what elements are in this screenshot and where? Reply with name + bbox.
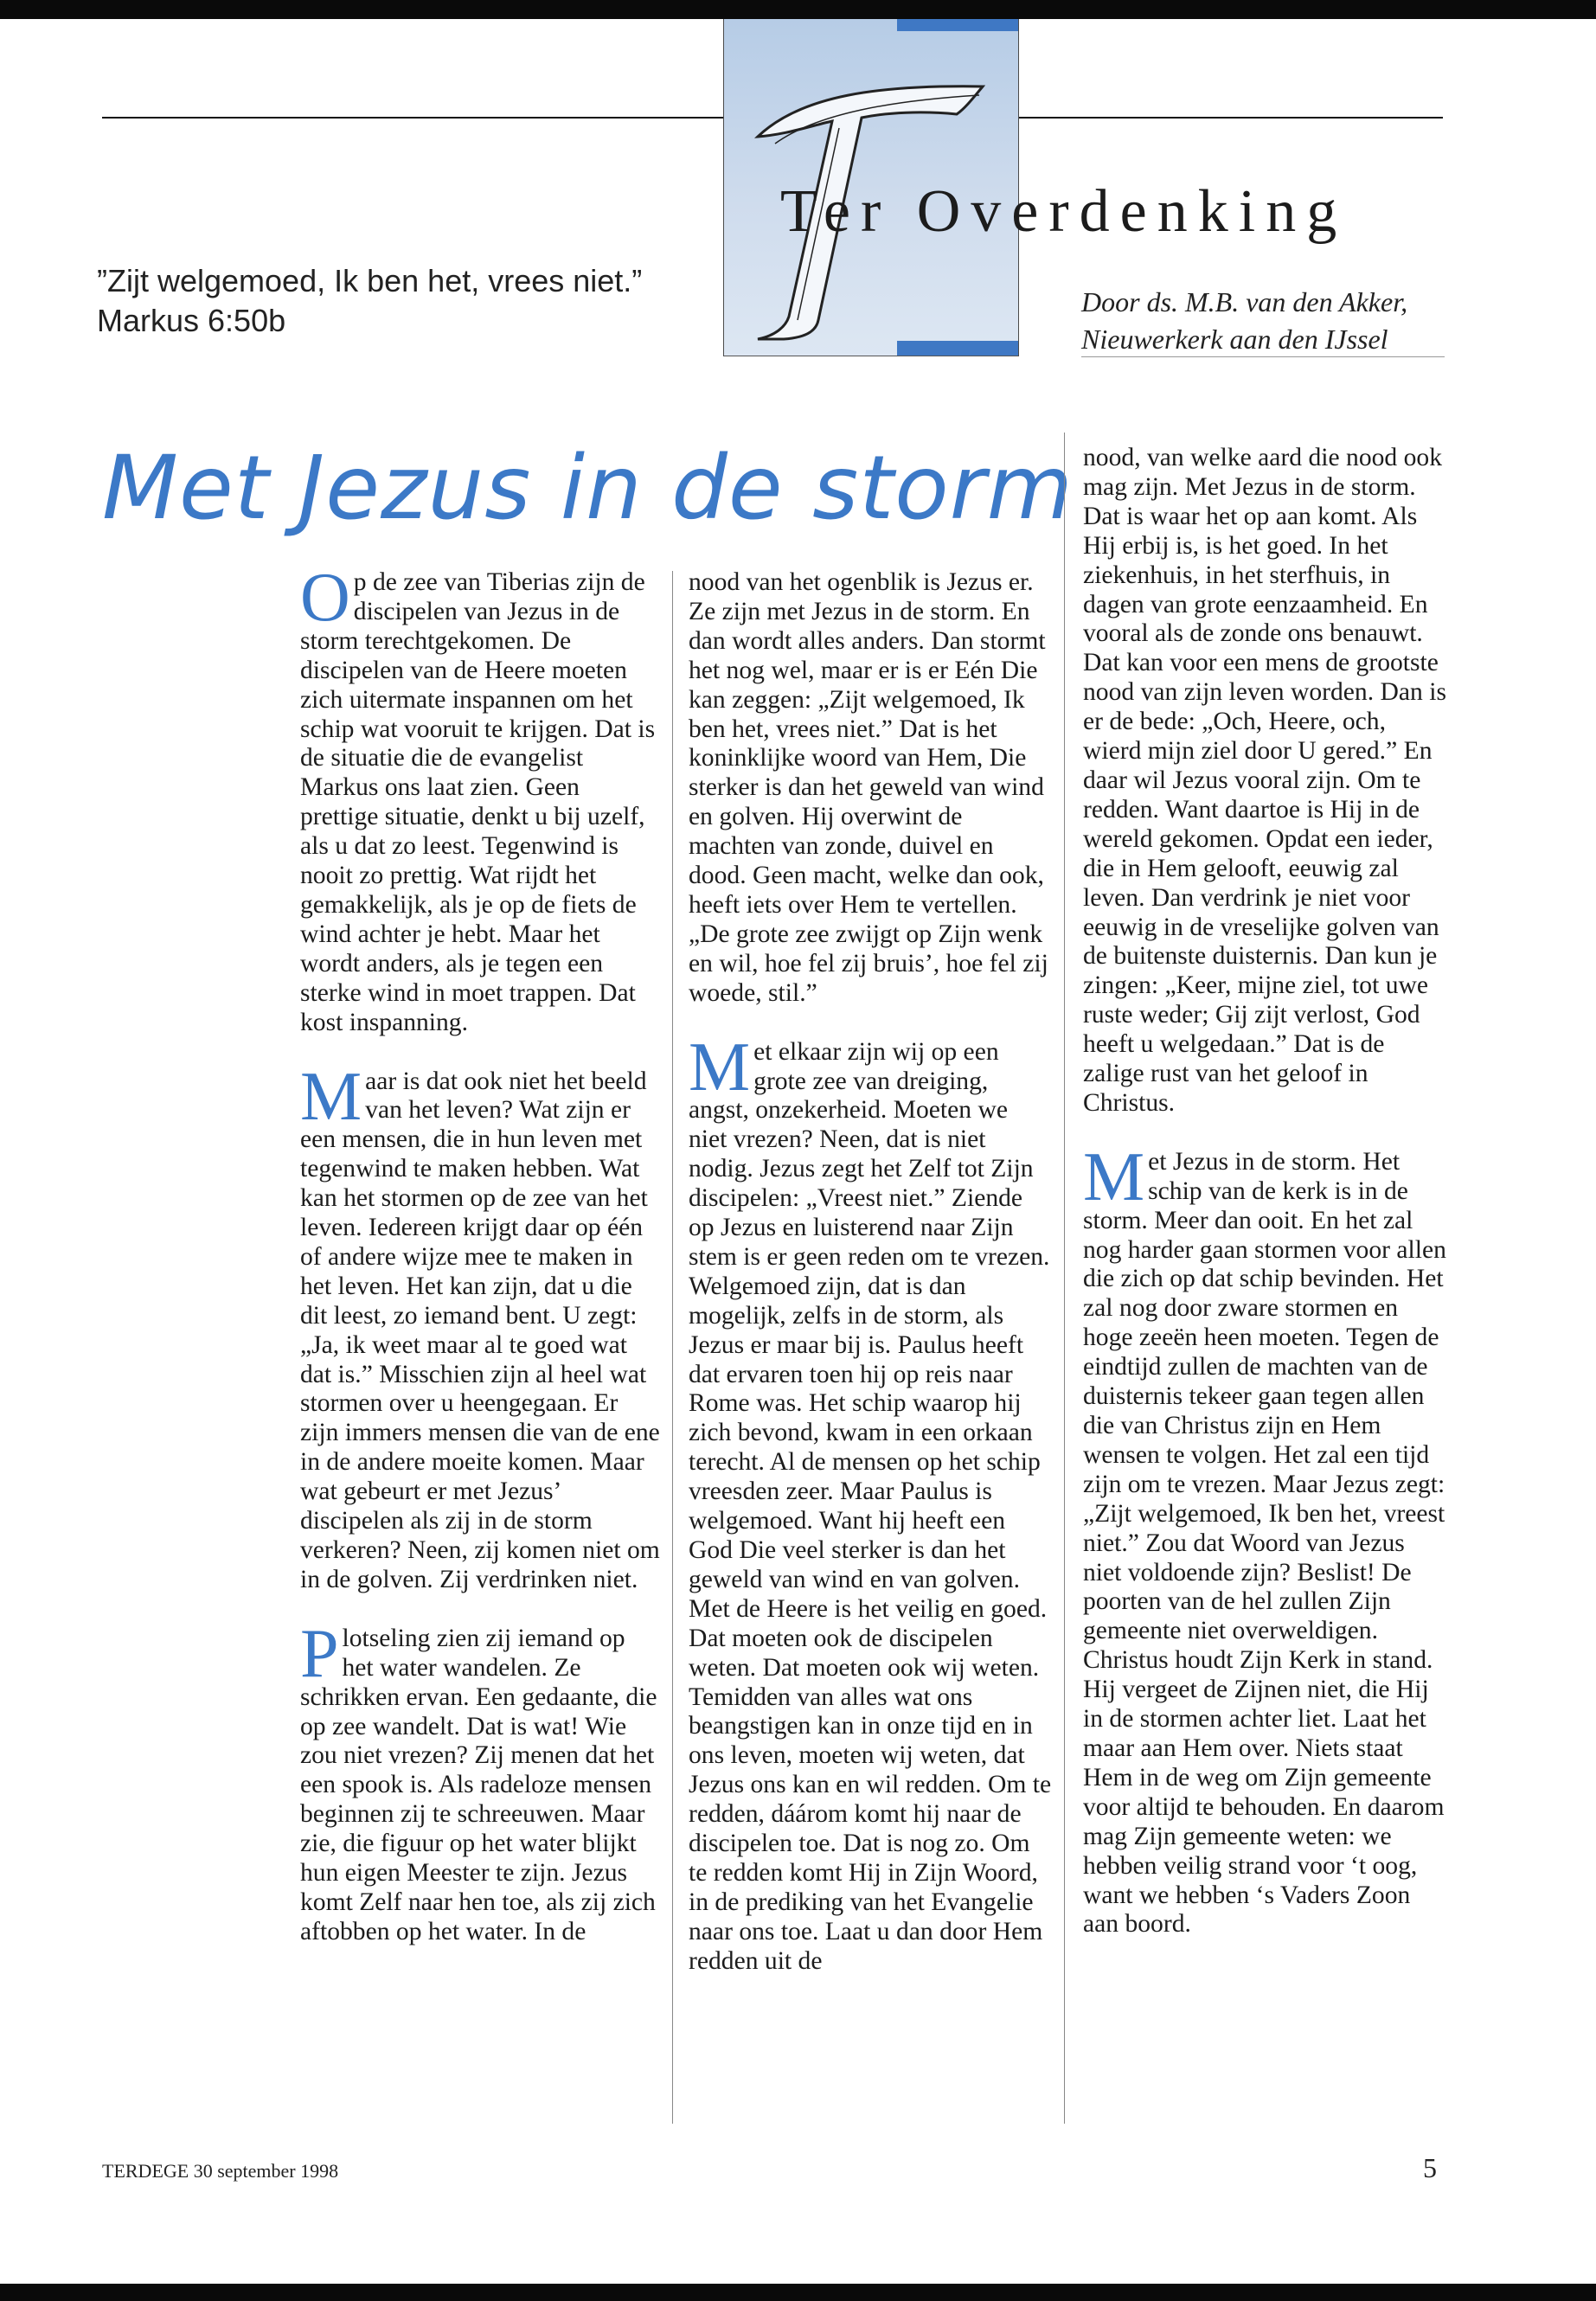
- article-column-2: [689, 568, 1052, 1977]
- header-rule-right: [1019, 117, 1443, 119]
- footer-issue: TERDEGE 30 september 1998: [102, 2160, 339, 2182]
- paragraph-text: nood van het ogenblik is Jezus er. Ze zijn met Jezus in de storm. En dan wordt alles anders. Dan stormt het nog wel, maar er is er Eén Die kan zeggen: „Zijt welgemoed, Ik ben het, vrees niet.” Dat is het koninklijke woord van Hem, Die sterker is dan het geweld van wind en golven. Hij overwint de machten van zonde, duivel en dood. Geen macht, welke dan ook, heeft iets over Hem te vertellen. „De grote zee zwijgt op Zijn wenk en wil, hoe fel zij bruis’, hoe fel zij woede, stil.”: [689, 568, 1048, 1007]
- drop-cap: M: [689, 1029, 751, 1106]
- header-rule-left: [102, 117, 725, 119]
- paragraph: [689, 568, 1052, 1009]
- paragraph-text: p de zee van Tiberias zijn de discipelen van Jezus in de storm terechtgekomen. De discipelen van de Heere moeten zich uitermate inspannen om het schip wat vooruit te krijgen. Dat is de situatie die de evangelist Markus ons laat zien. Geen prettige situatie, denkt u bij uzelf, als u dat zo leest. Tegenwind is nooit zo prettig. Wat rijdt het gemakkelijk, als je op de fiets de wind achter je hebt. Maar het wordt anders, als je tegen een sterke wind in moet trappen. Dat kost inspanning.: [300, 568, 656, 1036]
- author-name: Door ds. M.B. van den Akker,: [1081, 286, 1408, 317]
- author-place: Nieuwerkerk aan den IJssel: [1081, 324, 1388, 355]
- top-border-bar: [0, 0, 1596, 19]
- paragraph-text: lotseling zien zij iemand op het water wandelen. Ze schrikken ervan. Een gedaante, die op zee wandelt. Dat is wat! Wie zou niet vrezen? Zij menen dat het een spook is. Als radeloze mensen beginnen zij te schreeuwen. Maar zie, die figuur op het water blijkt hun eigen Meester te zijn. Jezus komt Zelf naar hen toe, als zij zich aftobben op het water. In de: [300, 1624, 657, 1945]
- author-rule: [1081, 356, 1445, 357]
- column-divider-2: [1064, 433, 1065, 2124]
- logo-accent-top: [897, 19, 1018, 31]
- page-number: 5: [1423, 2152, 1437, 2183]
- paragraph: [300, 1058, 662, 1595]
- author-byline: [1081, 284, 1407, 358]
- paragraph: [1083, 444, 1446, 1118]
- article-headline: Met Jezus in de storm: [102, 437, 1074, 540]
- article-column-1: [300, 560, 662, 1947]
- bible-quote: [97, 261, 642, 341]
- paragraph: [300, 1615, 662, 1947]
- paragraph: [689, 1029, 1052, 1977]
- paragraph-text: nood, van welke aard die nood ook mag zijn. Met Jezus in de storm. Dat is waar het op aan komt. Als Hij erbij is, is het goed. In het ziekenhuis, in het sterfhuis, in dagen van grote eenzaamheid. En vooral als de zonde ons benauwt. Dat kan voor een mens de grootste nood van zijn leven worden. Dan is er de bede: „Och, Heere, och, wierd mijn ziel door U gered.” En daar wil Jezus vooral zijn. Om te redden. Want daartoe is Hij in de wereld gekomen. Opdat een ieder, die in Hem gelooft, eeuwig zal leven. Dan verdrink je niet voor eeuwig in de vreselijke golven van de buitenste duisternis. Dan kun je zingen: „Keer, mijne ziel, tot uwe ruste weder; Gij zijt verlost, God heeft u welgedaan.” Dat is de zalige rust van het geloof in Christus.: [1083, 444, 1446, 1117]
- article-column-3: [1083, 444, 1446, 1939]
- drop-cap: P: [300, 1615, 339, 1692]
- drop-cap: M: [300, 1058, 362, 1135]
- drop-cap: O: [300, 560, 350, 636]
- quote-text: ”Zijt welgemoed, Ik ben het, vrees niet.”: [97, 263, 643, 298]
- paragraph: [1083, 1138, 1446, 1939]
- paragraph-text: et Jezus in de storm. Het schip van de kerk is in de storm. Meer dan ooit. En het zal nog harder gaan stormen voor allen die zich op dat schip bevinden. Het zal nog door zware stormen en hoge zeeën heen moeten. Tegen de eindtijd zullen de machten van de duisternis tekeer gaan tegen allen die van Christus zijn en Hem wensen te volgen. Het zal een tijd zijn om te vrezen. Maar Jezus zegt: „Zijt welgemoed, Ik ben het, vreest niet.” Zou dat Woord van Jezus niet voldoende zijn? Beslist! De poorten van de hel zullen Zijn gemeente niet overweldigen. Christus houdt Zijn Kerk in stand. Hij vergeet de Zijnen niet, die Hij in de stormen achter liet. Laat het maar aan Hem over. Niets staat Hem in de weg om Zijn gemeente voor altijd te behouden. En daarom mag Zijn gemeente weten: we hebben veilig strand voor ‘t oog, want we hebben ‘s Vaders Zoon aan boord.: [1083, 1147, 1446, 1939]
- section-title: Ter Overdenking: [780, 178, 1348, 245]
- paragraph-text: aar is dat ook niet het beeld van het leven? Wat zijn er een mensen, die in hun leven met tegenwind te maken hebben. Wat kan het stormen op de zee van het leven. Iedereen krijgt daar op één of andere wijze mee te maken in het leven. Het kan zijn, dat u die dit leest, zo iemand bent. U zegt: „Ja, ik weet maar al te goed wat dat is.” Misschien zijn al heel wat stormen over u heengegaan. Er zijn immers mensen die van de ene in de andere moeite komen. Maar wat gebeurt er met Jezus’ discipelen als zij in de storm verkeren? Neen, zij komen niet om in de golven. Zij verdrinken niet.: [300, 1067, 660, 1593]
- quote-reference: Markus 6:50b: [97, 303, 286, 338]
- paragraph: [300, 560, 662, 1038]
- column-divider-1: [672, 571, 673, 2124]
- bottom-border-bar: [0, 2284, 1596, 2301]
- drop-cap: M: [1083, 1138, 1145, 1215]
- paragraph-text: et elkaar zijn wij op een grote zee van dreiging, angst, onzekerheid. Moeten we niet vrezen? Neen, dat is niet nodig. Jezus zegt het Zelf tot Zijn discipelen: „Vreest niet.” Ziende op Jezus en luisterend naar Zijn stem is er geen reden om te vrezen. Welgemoed zijn, dat is dan mogelijk, zelfs in de storm, als Jezus er maar bij is. Paulus heeft dat ervaren toen hij op reis naar Rome was. Het schip waarop hij zich bevond, kwam in een orkaan terecht. Al de mensen op het schip vreesden zeer. Maar Paulus is welgemoed. Want hij heeft een God Die veel sterker is dan het geweld van wind en van golven. Met de Heere is het veilig en goed. Dat moeten ook de discipelen weten. Dat moeten ook wij weten. Temidden van alles wat ons beangstigen kan in onze tijd en in ons leven, moeten wij weten, dat Jezus ons kan en wil redden. Om te redden, dáárom komt hij naar de discipelen toe. Dat is nog zo. Om te redden komt Hij in Zijn Woord, in de prediking van het Evangelie naar ons toe. Laat u dan door Hem redden uit de: [689, 1037, 1052, 1975]
